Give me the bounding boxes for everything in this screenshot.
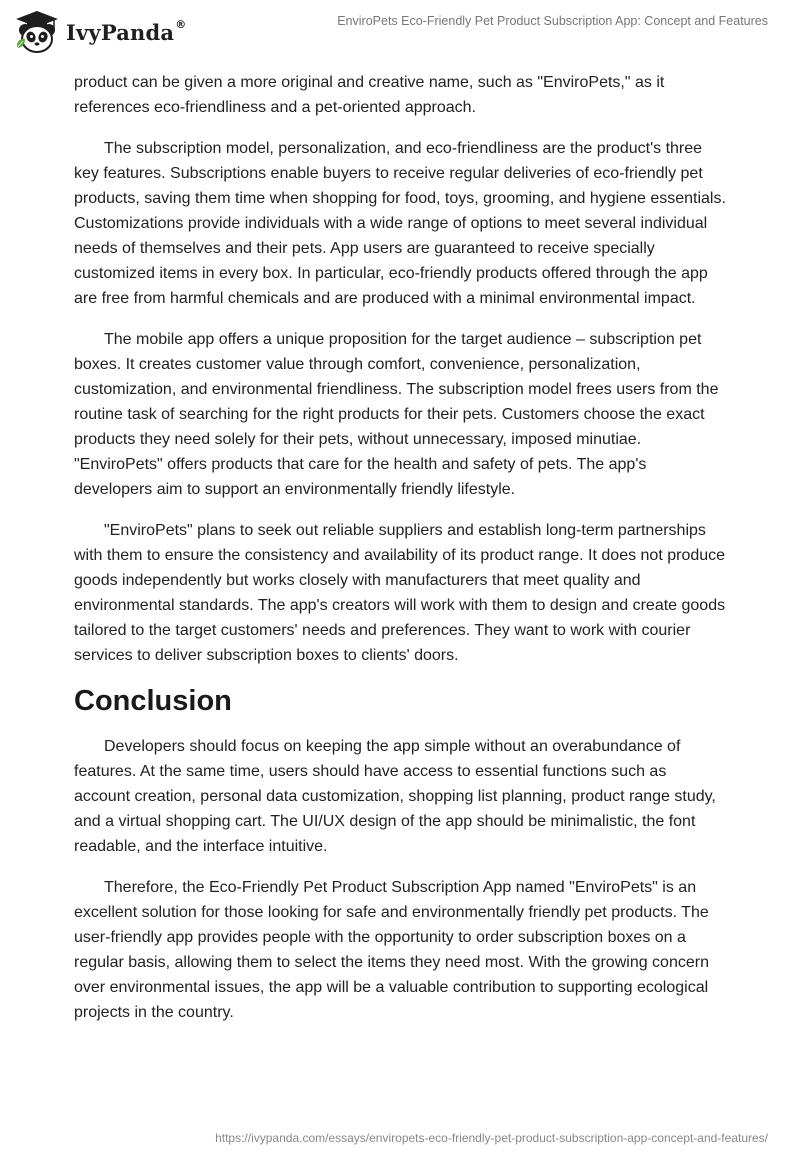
paragraph: "EnviroPets" plans to seek out reliable suppliers and establish long-term partnerships with them to ensure the consistency and availability of its product range. It does not produce goods independently but works closely with manufacturers that meet quality and environmental standards. The app's creators will work with them to design and create goods tailored to the target customers' needs and preferences. They want to work with courier services to deliver subscription boxes to clients' doors. xyxy=(74,522,726,664)
paragraph: Therefore, the Eco-Friendly Pet Product Subscription App named "EnviroPets" is an excellent solution for those looking for safe and environmentally friendly pet products. The user-friendly app provides people with the opportunity to order subscription boxes on a regular basis, allowing them to select the items they need most. With the growing concern over environmental issues, the app will be a valuable contribution to supporting ecological projects in the country. xyxy=(74,879,709,1021)
document-title: EnviroPets Eco-Friendly Pet Product Subscription App: Concept and Features xyxy=(337,14,768,28)
source-url-link[interactable]: https://ivypanda.com/essays/enviropets-eco-friendly-pet-product-subscription-app-concept-and-features/ xyxy=(215,1131,768,1145)
page-header xyxy=(0,0,800,64)
paragraph: The subscription model, personalization, and eco-friendliness are the product's three key features. Subscriptions enable buyers to receive regular deliveries of eco-friendly pet products, saving them time when shopping for food, toys, grooming, and hygiene essentials. Customizations provide individuals with a wide range of options to meet several individual needs of themselves and their pets. App users are guaranteed to receive specially customized items in every box. In particular, eco-friendly products offered through the app are free from harmful chemicals and are produced with a minimal environmental impact. xyxy=(74,140,726,307)
panda-graduate-icon xyxy=(14,10,60,54)
section-heading-conclusion: Conclusion xyxy=(74,685,232,717)
registered-mark: ® xyxy=(175,17,187,31)
paragraph: Developers should focus on keeping the app simple without an overabundance of features. At the same time, users should have access to essential functions such as account creation, personal data customization, shopping list planning, product range study, and a virtual shopping cart. The UI/UX design of the app should be minimalistic, the font readable, and the interface intuitive. xyxy=(74,738,716,855)
paragraph: product can be given a more original and creative name, such as "EnviroPets," as it references eco-friendliness and a pet-oriented approach. xyxy=(74,74,665,116)
essay-content xyxy=(74,70,726,1041)
brand-name xyxy=(66,17,187,45)
brand-text: IvyPanda xyxy=(66,19,175,45)
paragraph: The mobile app offers a unique proposition for the target audience – subscription pet boxes. It creates customer value through comfort, convenience, personalization, customization, and environmental friendliness. The subscription model frees users from the routine task of searching for the right products for their pets. Customers choose the exact products they need solely for their pets, without unnecessary, imposed minutiae. "EnviroPets" offers products that care for the health and safety of pets. The app's developers aim to support an environmentally friendly lifestyle. xyxy=(74,331,719,498)
ivypanda-logo[interactable] xyxy=(14,10,186,54)
